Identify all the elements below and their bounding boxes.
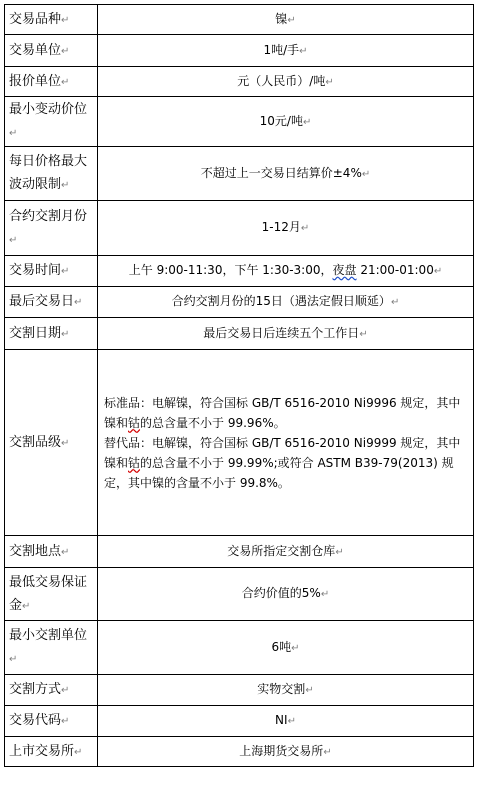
table-row xyxy=(5,706,474,737)
row-label: 上市交易所↵ xyxy=(5,737,98,767)
table-row xyxy=(5,287,474,318)
row-value: 镍↵ xyxy=(98,5,474,35)
row-value: 合约交割月份的15日（遇法定假日顺延）↵ xyxy=(98,287,474,318)
row-label: 交割日期↵ xyxy=(5,318,98,350)
row-value: 1-12月↵ xyxy=(98,201,474,256)
row-value: 实物交割↵ xyxy=(98,675,474,706)
row-value: 元（人民币）/吨↵ xyxy=(98,67,474,97)
row-value: 10元/吨↵ xyxy=(98,97,474,147)
row-label: 交割方式↵ xyxy=(5,675,98,706)
row-value: 不超过上一交易日结算价±4%↵ xyxy=(98,147,474,201)
table-row xyxy=(5,5,474,35)
row-value: 上午 9:00-11:30，下午 1:30-3:00，夜盘 21:00-01:00↵ xyxy=(98,256,474,287)
grade-standard: 标准品：电解镍，符合国标 GB/T 6516-2010 Ni9996 规定，其中镍和钴的总含量不小于 99.96%。 xyxy=(104,395,461,430)
table-row xyxy=(5,675,474,706)
row-label: 交割地点↵ xyxy=(5,536,98,568)
table-row xyxy=(5,147,474,201)
table-row xyxy=(5,350,474,536)
row-value: 最后交易日后连续五个工作日↵ xyxy=(98,318,474,350)
table-row xyxy=(5,536,474,568)
row-value: NI↵ xyxy=(98,706,474,737)
row-label: 报价单位↵ xyxy=(5,67,98,97)
contract-spec-table xyxy=(4,4,474,767)
row-label: 交割品级↵ xyxy=(5,350,98,536)
grammar-flag: 夜盘 xyxy=(332,263,357,277)
table-row xyxy=(5,568,474,621)
row-label: 交易时间↵ xyxy=(5,256,98,287)
table-row xyxy=(5,201,474,256)
row-label: 最小变动价位↵ xyxy=(5,97,98,147)
spelling-flag: 钴 xyxy=(128,415,141,430)
row-value: 上海期货交易所↵ xyxy=(98,737,474,767)
row-value: 合约价值的5%↵ xyxy=(98,568,474,621)
row-label: 每日价格最大波动限制↵ xyxy=(5,147,98,201)
row-label: 交易品种↵ xyxy=(5,5,98,35)
row-value: 6吨↵ xyxy=(98,621,474,675)
row-value xyxy=(98,350,474,536)
row-label: 交易代码↵ xyxy=(5,706,98,737)
table-row xyxy=(5,318,474,350)
table-row xyxy=(5,97,474,147)
table-row xyxy=(5,67,474,97)
row-value: 交易所指定交割仓库↵ xyxy=(98,536,474,568)
row-label: 最小交割单位↵ xyxy=(5,621,98,675)
spelling-flag: 钴 xyxy=(128,455,141,470)
grade-substitute: 替代品：电解镍，符合国标 GB/T 6516-2010 Ni9999 规定，其中镍和钴的总含量不小于 99.99%;或符合 ASTM B39-79(2013) 规定，其中镍的含量不小于 99.8%。 xyxy=(104,435,461,490)
row-label: 最低交易保证金↵ xyxy=(5,568,98,621)
row-label: 交易单位↵ xyxy=(5,35,98,67)
table-row xyxy=(5,35,474,67)
table-row xyxy=(5,256,474,287)
row-label: 合约交割月份↵ xyxy=(5,201,98,256)
table-row xyxy=(5,737,474,767)
row-label: 最后交易日↵ xyxy=(5,287,98,318)
row-value: 1吨/手↵ xyxy=(98,35,474,67)
table-row xyxy=(5,621,474,675)
